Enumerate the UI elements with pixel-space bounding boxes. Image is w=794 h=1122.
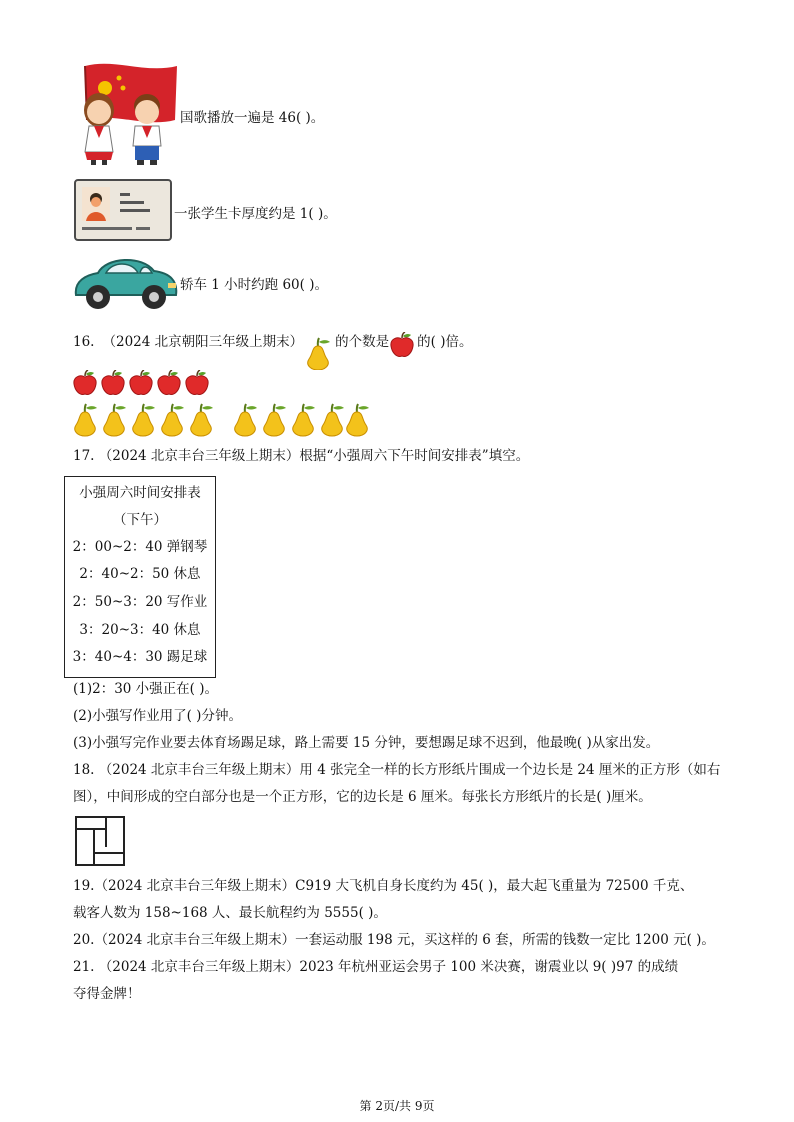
q18-line1: 18. （2024 北京丰台三年级上期末）用 4 张完全一样的长方形纸片围成一个边长是 24 厘米的正方形（如右	[73, 762, 721, 778]
q16-line: 16. （2024 北京朝阳三年级上期末） 的个数是 的( )倍。	[73, 332, 472, 356]
card-question: 一张学生卡厚度约是 1( )。	[174, 206, 337, 222]
schedule-row: 3：40~4：30 踢足球	[72, 649, 208, 665]
car-question: 轿车 1 小时约跑 60( )。	[180, 277, 328, 293]
anthem-question: 国歌播放一遍是 46( )。	[180, 110, 325, 126]
apple-icon	[389, 332, 417, 352]
page-footer: 第 2页/共 9页	[359, 1099, 435, 1113]
q17-text: 17. （2024 北京丰台三年级上期末）根据“小强周六下午时间安排表”填空。	[73, 448, 530, 464]
apples-row	[72, 370, 212, 396]
schedule-row: 2：00~2：40 弹钢琴	[72, 539, 208, 555]
q20-line1: 20.（2024 北京丰台三年级上期末）一套运动服 198 元，买这样的 6 套，所需的钱数一定比 1200 元( )。	[73, 932, 715, 948]
schedule-row: 2：40~2：50 休息	[79, 566, 201, 582]
pears-row	[70, 402, 370, 438]
pear-icon	[303, 336, 335, 356]
schedule-title: 小强周六时间安排表	[79, 485, 201, 501]
schedule-row: 3：20~3：40 休息	[79, 622, 201, 638]
q17-sub3: (3)小强写完作业要去体育场踢足球，路上需要 15 分钟，要想踢足球不迟到，他最晚( )从家出发。	[73, 735, 660, 751]
schedule-table	[64, 476, 216, 678]
flag-children-icon	[75, 60, 180, 168]
q19-line1: 19.（2024 北京丰台三年级上期末）C919 大飞机自身长度约为 45( )，最大起飞重量为 72500 千克、	[73, 878, 694, 894]
square-figure-icon	[75, 816, 125, 866]
q19-line2: 载客人数为 158~168 人、最长航程约为 5555( )。	[73, 905, 387, 921]
q17-sub2: (2)小强写作业用了( )分钟。	[73, 708, 242, 724]
q21-line1: 21. （2024 北京丰台三年级上期末）2023 年杭州亚运会男子 100 米决赛，谢震业以 9( )97 的成绩	[73, 959, 679, 975]
schedule-row: 2：50~3：20 写作业	[72, 594, 208, 610]
student-card-icon	[74, 179, 172, 241]
q21-line2: 夺得金牌！	[73, 986, 141, 1002]
schedule-subtitle: （下午）	[113, 512, 167, 528]
q17-sub1: (1)2：30 小强正在( )。	[73, 681, 219, 697]
q18-line2: 图），中间形成的空白部分也是一个正方形，它的边长是 6 厘米。每张长方形纸片的长是( )厘米。	[73, 789, 652, 805]
car-icon	[72, 251, 180, 313]
